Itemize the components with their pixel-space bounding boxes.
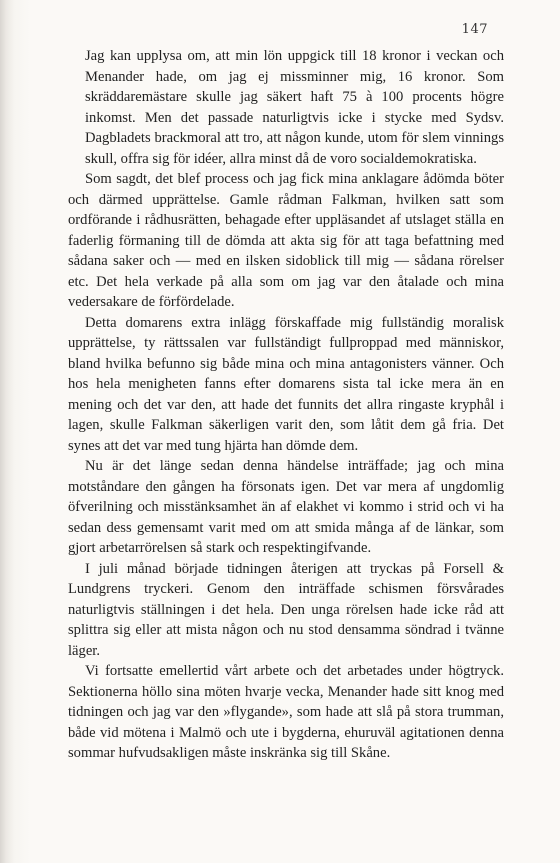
paragraph: Nu är det länge sedan denna händelse inträffade; jag och mina motståndare den gången ha försonats igen. Det var mera af ungdomlig öfverilning och misstänksamhet än af elakhet vi kommo i strid och vi ha sedan dess gemensamt varit med om att smida många af de länkar, som gjort arbetarrörelsen så stark och respektingifvande. — [68, 458, 504, 556]
page-number: 147 — [461, 22, 488, 37]
body-text — [68, 46, 504, 764]
paragraph: I juli månad började tidningen återigen att tryckas på Forsell & Lundgrens tryckeri. Genom den inträffade schismen försvårades naturligtvis ställningen i det hela. Den unga rörelsen hade icke råd att splittra sig eller att mista någon och nu stod densamma söndrad i tvänne läger. — [68, 560, 504, 659]
paragraph: Vi fortsatte emellertid vårt arbete och det arbetades under högtryck. Sektionerna höllo sina möten hvarje vecka, Menander hade sitt knog med tidningen och jag var den »flygande», som hade att slå på stora trumman, både vid mötena i Malmö och ute i bygderna, ehuruväl agitationen denna sommar hufvudsakligen måste inskränka sig till Skåne. — [68, 663, 504, 761]
paragraph: Jag kan upplysa om, att min lön uppgick till 18 kronor i veckan och Menander hade, om jag ej missminner mig, 16 kronor. Som skräddaremästare skulle jag säkert haft 75 à 100 procents högre inkomst. Men det passade naturligtvis icke i stycke med Sydsv. Dagbladets brackmoral att tro, att någon kunde, utom för slem vinnings skull, offra sig för idéer, allra minst då de voro socialdemokratiska. — [85, 48, 504, 167]
paragraph: Som sagdt, det blef process och jag fick mina anklagare ådömda böter och därmed upprättelse. Gamle rådman Falkman, hvilken satt som ordförande i rådhusrätten, behagade efter uppläsandet af utslaget ställa en faderlig förmaning till de dömda att akta sig för att taga befattning med sådana saker och — med en ilsken sidoblick till mig — sådana rörelser etc. Det hela verkade på alla som om jag var den åtalade och mina vedersakare de förfördelade. — [68, 171, 504, 310]
paragraph: Detta domarens extra inlägg förskaffade mig fullständig moralisk upprättelse, ty rättssalen var fullständigt fullproppad med människor, bland hvilka befunno sig både mina och mina antagonisters vänner. Och hos hela menigheten fanns efter domarens sista tal icke mera än en mening och det var den, att hade det funnits det allra ringaste kryphål i lagen, skulle Falkman säkerligen varit den, som låtit dem gå fria. Det synes att det var med tung hjärta han dömde dem. — [68, 314, 504, 454]
